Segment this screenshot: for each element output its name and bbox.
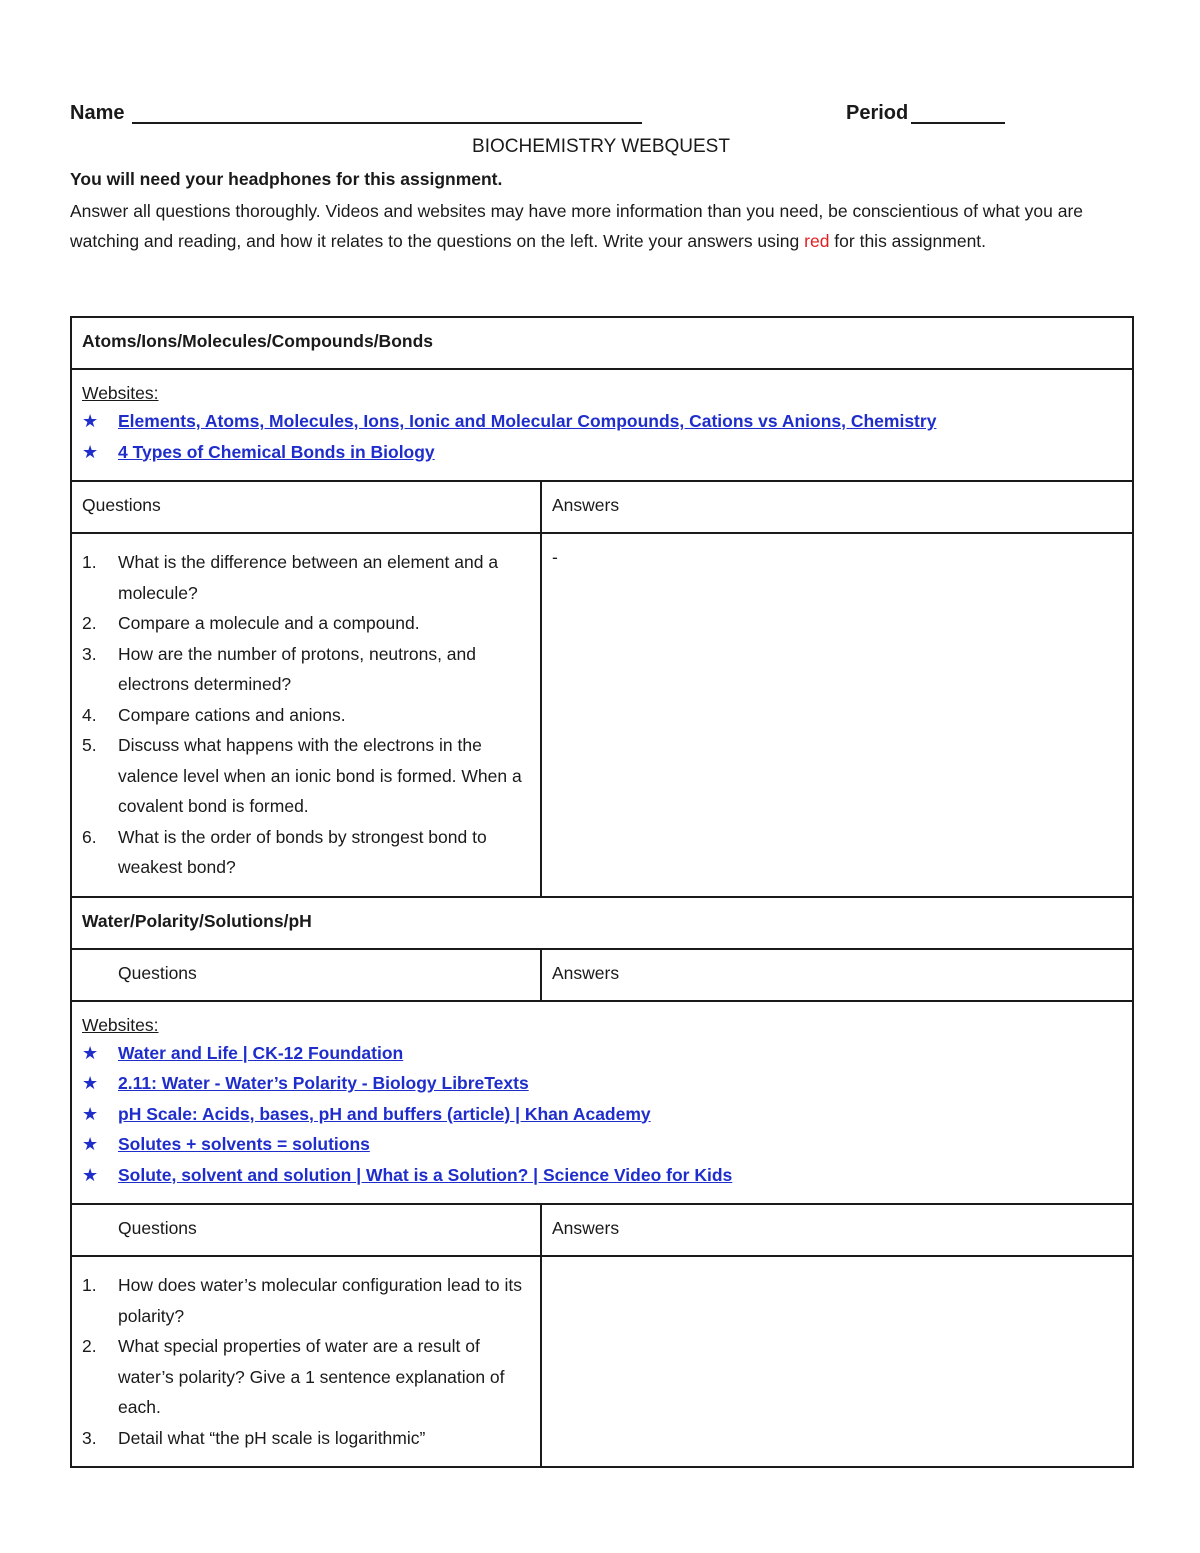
star-bullet-icon: ★ [82,1134,99,1154]
answers-header: Answers [541,1204,1133,1256]
section2-answers-cell[interactable] [541,1256,1133,1467]
star-bullet-icon: ★ [82,441,99,462]
question-item: 2. What special properties of water are a result of water’s polarity? Give a 1 sentence explanation of each. [82,1336,505,1417]
section2-websites-cell [71,1001,1133,1205]
webquest-table [70,316,1134,1468]
list-item [82,1160,1122,1191]
list-item [82,1038,1122,1069]
section1-link-list [82,406,1122,467]
headphones-note: You will need your headphones for this assignment. [70,169,503,189]
question-item: 1. What is the difference between an element and a molecule? [82,552,499,603]
document-title: BIOCHEMISTRY WEBQUEST [472,136,730,157]
question-item: 3. Detail what “the pH scale is logarithmic” [82,1427,426,1448]
section2-questions-cell [71,1256,541,1467]
link-solutes-solvents[interactable]: Solutes + solvents = solutions [118,1134,370,1154]
period-field[interactable] [911,122,1005,124]
section1-question-list [82,547,530,883]
section2-link-list [82,1038,1122,1191]
section2-header-row [71,897,1133,949]
period-label: Period [846,102,909,124]
instructions-text-1: Answer all questions thoroughly. Videos and websites may have more information than you need, be conscientious of what you are watching and reading, and how it relates to the questions on the left. Write your answers using [70,201,1084,251]
list-item [82,1068,1122,1099]
question-item: 2. Compare a molecule and a compound. [82,613,420,633]
name-label: Name [70,102,125,124]
section2-column-headers-2 [71,1204,1133,1256]
section2-column-headers-1 [71,949,1133,1001]
question-item: 3. How are the number of protons, neutrons, and electrons determined? [82,643,476,694]
question-item: 1. How does water’s molecular configuration lead to its polarity? [82,1275,523,1326]
section1-qa-row [71,533,1133,897]
link-chemical-bonds[interactable]: 4 Types of Chemical Bonds in Biology [118,441,435,462]
link-elements-atoms-molecules[interactable]: Elements, Atoms, Molecules, Ions, Ionic and Molecular Compounds, Cations vs Anions, Chemistry [118,411,937,431]
section2-websites-label: Websites: [82,1014,159,1035]
list-item [82,437,1122,468]
answer-text[interactable]: - [552,547,558,567]
section1-questions-cell [71,533,541,897]
question-item: 6. What is the order of bonds by strongest bond to weakest bond? [82,826,487,877]
section1-title: Atoms/Ions/Molecules/Compounds/Bonds [71,317,1133,369]
answers-header: Answers [541,949,1133,1001]
question-item: 5. Discuss what happens with the electrons in the valence level when an ionic bond is formed. When a covalent bond is formed. [82,735,522,816]
star-bullet-icon: ★ [82,1073,99,1093]
section1-header-row [71,317,1133,369]
link-water-polarity[interactable]: 2.11: Water - Water’s Polarity - Biology LibreTexts [118,1073,529,1093]
section2-websites-row [71,1001,1133,1205]
section1-websites-label: Websites: [82,383,159,403]
star-bullet-icon: ★ [82,411,99,431]
link-solute-video[interactable]: Solute, solvent and solution | What is a Solution? | Science Video for Kids [118,1164,733,1185]
instructions-text-2: for this assignment. [829,231,987,251]
list-item [82,1099,1122,1130]
link-ph-scale[interactable]: pH Scale: Acids, bases, pH and buffers (article) | Khan Academy [118,1103,651,1124]
section2-qa-row [71,1256,1133,1467]
instructions-paragraph [70,196,1120,256]
answers-header: Answers [541,481,1133,533]
star-bullet-icon: ★ [82,1103,99,1124]
star-bullet-icon: ★ [82,1164,99,1185]
questions-header: Questions [71,949,541,1001]
list-item [82,1129,1122,1160]
questions-header: Questions [71,1204,541,1256]
link-water-and-life[interactable]: Water and Life | CK-12 Foundation [118,1042,404,1063]
name-field[interactable] [132,122,642,124]
name-period-row [70,98,1132,132]
section2-title: Water/Polarity/Solutions/pH [71,897,1133,949]
question-item: 4. Compare cations and anions. [82,704,346,725]
instructions-red-word: red [804,231,830,251]
section2-question-list [82,1270,530,1453]
questions-header: Questions [71,481,541,533]
star-bullet-icon: ★ [82,1042,99,1063]
list-item [82,406,1122,437]
section1-answers-cell[interactable] [541,533,1133,897]
section1-column-headers [71,481,1133,533]
section1-websites-cell [71,369,1133,481]
section1-websites-row [71,369,1133,481]
